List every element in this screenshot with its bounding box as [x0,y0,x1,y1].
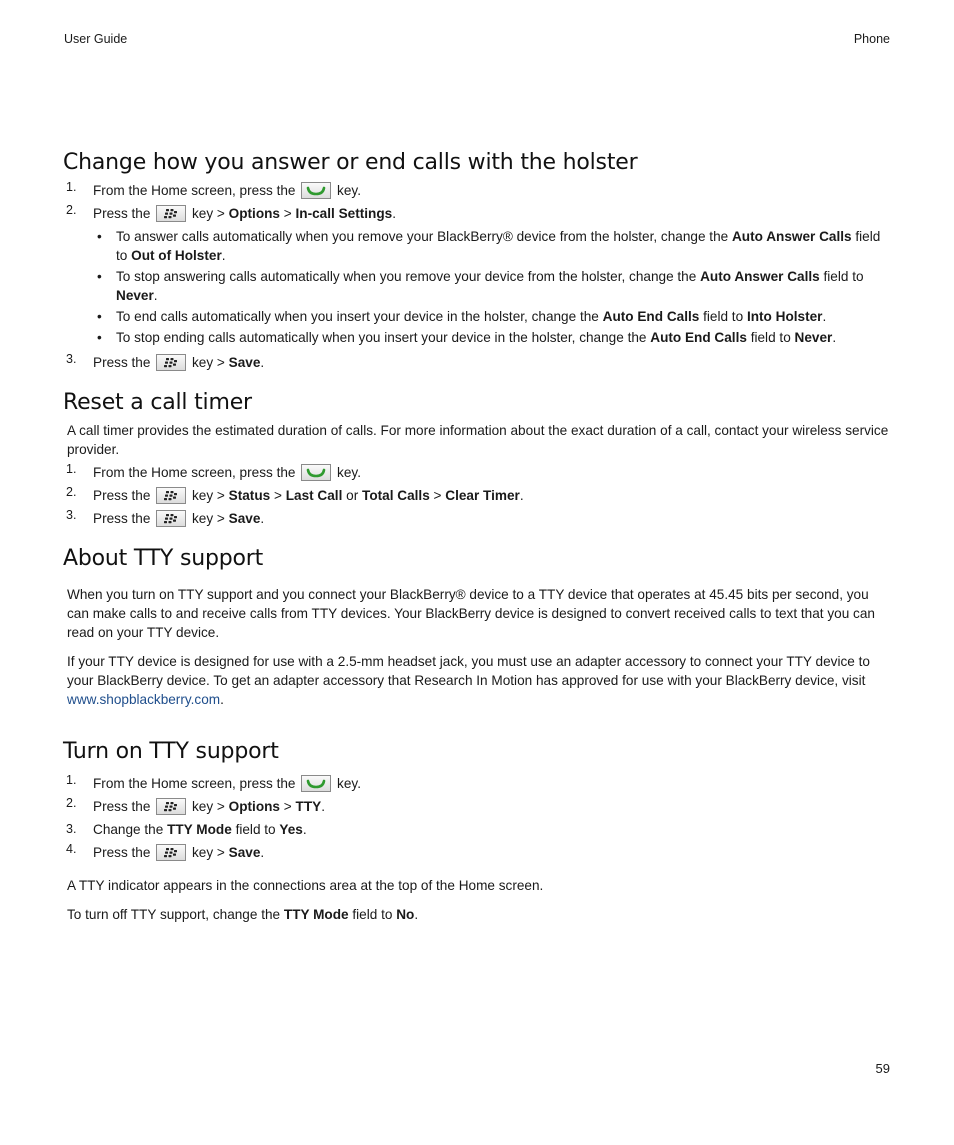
page-content [64,150,892,934]
menu-option-save: Save [228,845,261,860]
field-name: Auto End Calls [650,330,747,345]
menu-key-icon [156,510,186,527]
section-about-tty [64,546,892,709]
step-number: 1. [66,180,77,194]
punctuation: . [220,692,224,707]
running-header-chapter: Phone [853,32,890,46]
menu-option-options: Options [228,206,280,221]
menu-option-tty: TTY [295,799,322,814]
holster-options-list [93,227,892,347]
section-title-call-timer: Reset a call timer [63,390,252,415]
step-number: 2. [66,203,77,217]
field-value: Never [794,330,833,345]
bullet-icon: • [97,309,102,324]
step-text: Press the [93,799,151,814]
menu-key-icon [156,487,186,504]
menu-option-options: Options [228,799,280,814]
field-name: TTY Mode [167,822,232,837]
bullet-item [93,227,892,265]
punctuation: . [414,907,419,922]
steps-call-timer [64,463,892,528]
field-name: Auto Answer Calls [731,229,852,244]
steps-turn-on-tty [64,774,892,862]
send-key-icon [301,464,331,481]
section-turn-on-tty [64,739,892,924]
bullet-item [93,267,892,305]
menu-option-in-call-settings: In-call Settings [295,206,393,221]
section-title-holster: Change how you answer or end calls with the holster [63,150,638,175]
bullet-text: field to [116,229,881,263]
field-name: Auto Answer Calls [700,269,820,284]
punctuation: . [221,248,226,263]
section-title-turn-on-tty: Turn on TTY support [63,739,279,764]
step-3 [64,353,892,372]
menu-key-icon [156,205,186,222]
bullet-text: field to [750,330,791,345]
send-key-icon [301,182,331,199]
step-text: or [346,488,359,503]
bullet-text: field to [703,309,744,324]
step-3 [64,820,892,839]
step-text: Change the [93,822,164,837]
step-text: key > [191,511,225,526]
step-text: Press the [93,845,151,860]
step-2 [64,204,892,347]
step-text: field to [235,822,276,837]
step-number: 1. [66,462,77,476]
step-text: From the Home screen, press the [93,776,296,791]
bullet-item [93,328,892,347]
field-value: Into Holster [746,309,823,324]
punctuation: . [832,330,837,345]
tty-paragraph-2 [67,652,892,709]
step-text: key. [337,776,361,791]
step-number: 3. [66,508,77,522]
step-number: 2. [66,485,77,499]
bullet-text: To answer calls automatically when you remove your BlackBerry® device from the holster, change the [116,229,729,244]
section-title-about-tty: About TTY support [63,546,264,571]
step-text: Press the [93,511,151,526]
menu-option-last-call: Last Call [285,488,343,503]
field-name: TTY Mode [283,907,349,922]
paragraph-text: To turn off TTY support, change the [67,907,281,922]
step-text: key > [191,206,225,221]
field-name: Auto End Calls [602,309,700,324]
punctuation: . [302,822,307,837]
punctuation: . [519,488,524,503]
menu-option-save: Save [228,511,261,526]
punctuation: . [260,845,265,860]
step-1 [64,181,892,200]
punctuation: . [822,309,827,324]
step-1 [64,774,892,793]
menu-option-total-calls: Total Calls [362,488,430,503]
bullet-text: To stop answering calls automatically when you remove your device from the holster, change the [116,269,697,284]
punctuation: . [392,206,396,221]
menu-key-icon [156,354,186,371]
bullet-item [93,307,892,326]
field-value: No [396,907,415,922]
step-text: key > [191,488,225,503]
step-text: > [433,488,442,503]
punctuation: . [321,799,325,814]
send-key-icon [301,775,331,792]
step-number: 3. [66,352,77,366]
menu-key-icon [156,844,186,861]
tty-paragraph-1: When you turn on TTY support and you connect your BlackBerry® device to a TTY device that operates at 45.45 bits per second, you can make calls to and receive calls from TTY devices. Your BlackBerry device is designed to convert received calls to text that you can read on your TTY device. [67,587,875,640]
bullet-icon: • [97,330,102,345]
bullet-text: To stop ending calls automatically when you insert your device in the holster, change the [116,330,647,345]
step-text: Press the [93,206,151,221]
page-number: 59 [875,1061,890,1076]
menu-option-clear-timer: Clear Timer [445,488,520,503]
step-4 [64,843,892,862]
step-text: key. [337,183,361,198]
step-text: > [273,488,282,503]
running-header-guide: User Guide [64,32,128,46]
punctuation: . [260,355,265,370]
menu-option-status: Status [228,488,271,503]
field-value: Out of Holster [131,248,222,263]
tty-off-note [67,905,892,924]
step-number: 2. [66,796,77,810]
step-text: key > [191,845,225,860]
step-number: 3. [66,822,77,836]
step-1 [64,463,892,482]
menu-option-save: Save [228,355,261,370]
field-value: Never [116,288,154,303]
menu-key-icon [156,798,186,815]
step-number: 4. [66,842,77,856]
section-call-timer [64,390,892,528]
steps-holster [64,181,892,372]
step-text: key > [191,355,225,370]
step-text: Press the [93,355,151,370]
step-2 [64,486,892,505]
paragraph-text: field to [352,907,393,922]
step-text: key > [191,799,225,814]
step-text: > [283,206,292,221]
bullet-text: field to [823,269,864,284]
step-text: From the Home screen, press the [93,183,296,198]
paragraph-text: If your TTY device is designed for use with a 2.5-mm headset jack, you must use an adapter accessory to connect your TTY device to your BlackBerry device. To get an adapter accessory that Research In Motion has approved for use with your BlackBerry device, visit [67,654,870,688]
tty-indicator-note: A TTY indicator appears in the connections area at the top of the Home screen. [67,878,544,893]
step-number: 1. [66,773,77,787]
intro-paragraph: A call timer provides the estimated duration of calls. For more information about the exact duration of a call, contact your wireless service provider. [67,423,889,457]
step-text: key. [337,465,361,480]
step-3 [64,509,892,528]
bullet-icon: • [97,269,102,284]
step-2 [64,797,892,816]
step-text: From the Home screen, press the [93,465,296,480]
punctuation: . [153,288,158,303]
field-value: Yes [279,822,303,837]
punctuation: . [260,511,265,526]
shopblackberry-link[interactable]: www.shopblackberry.com [67,692,221,707]
step-text: > [283,799,292,814]
bullet-text: To end calls automatically when you insert your device in the holster, change the [116,309,599,324]
step-text: Press the [93,488,151,503]
section-holster [64,150,892,372]
bullet-icon: • [97,229,102,244]
